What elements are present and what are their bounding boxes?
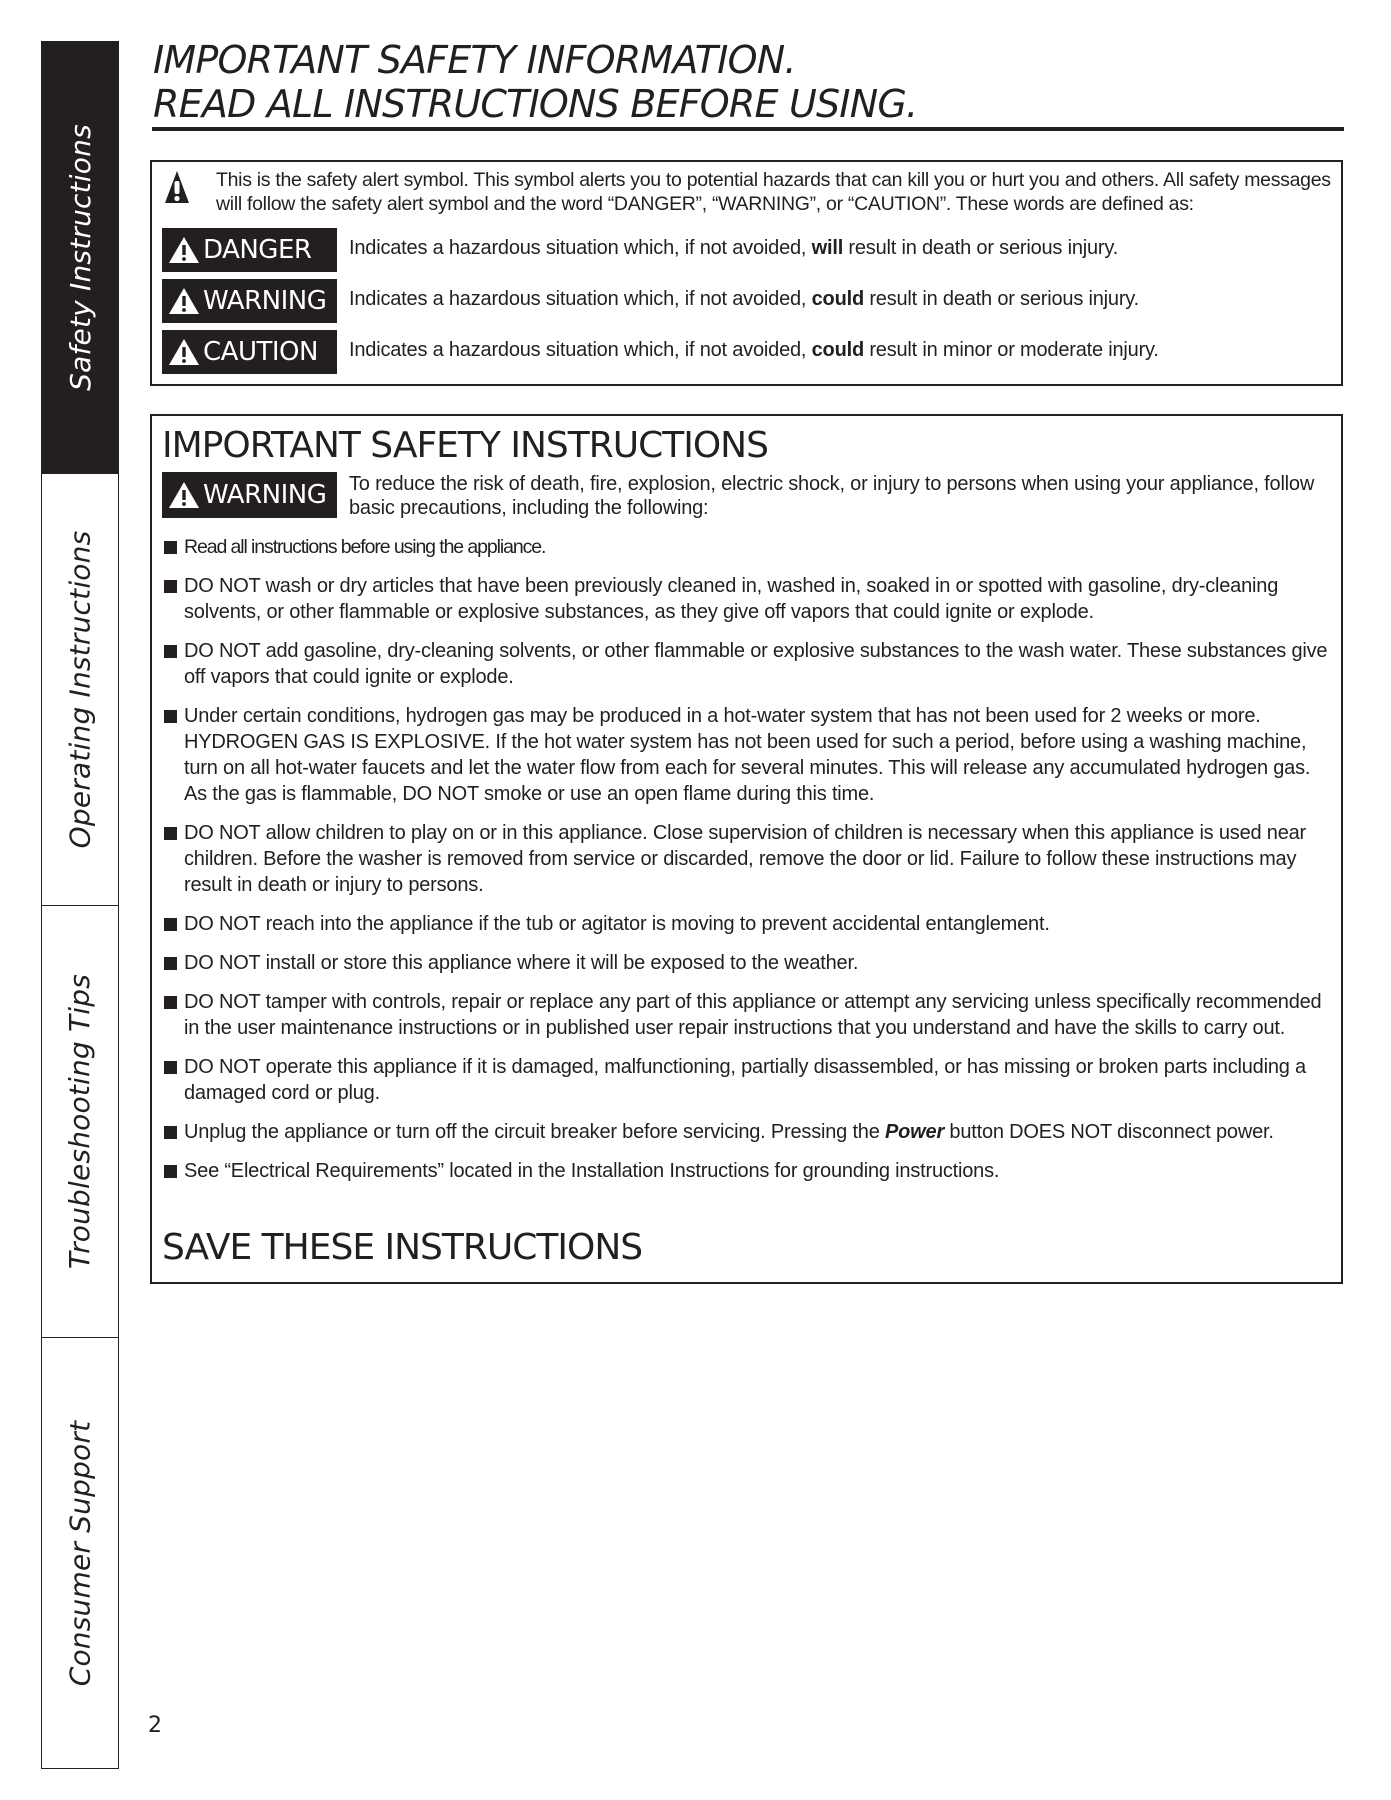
page-number: 2	[148, 1713, 162, 1738]
title-line-1: IMPORTANT SAFETY INFORMATION.	[153, 38, 796, 82]
list-item-text: See “Electrical Requirements” located in the Installation Instructions for grounding instructions.	[184, 1160, 1000, 1182]
list-item	[162, 703, 1332, 807]
list-item-text: button DOES NOT disconnect power.	[944, 1121, 1274, 1143]
bullet-square-icon	[164, 996, 177, 1009]
list-item	[162, 989, 1332, 1041]
save-instructions-heading: SAVE THESE INSTRUCTIONS	[162, 1227, 643, 1268]
danger-label	[162, 228, 337, 272]
tab-consumer-support[interactable]	[41, 1337, 119, 1769]
list-item-text: DO NOT install or store this appliance where it will be exposed to the weather.	[184, 952, 859, 974]
signal-word-definitions	[150, 160, 1343, 386]
page-title	[153, 38, 917, 126]
warning-triangle-icon	[168, 481, 200, 509]
tab-operating-instructions[interactable]	[41, 473, 119, 905]
signal-word: DANGER	[203, 235, 312, 265]
list-item-text: DO NOT operate this appliance if it is damaged, malfunctioning, partially disassembled, or has missing or broken parts including a damaged cord or plug.	[184, 1056, 1306, 1104]
list-item-text: DO NOT add gasoline, dry-cleaning solvents, or other flammable or explosive substances to the wash water. These substances give off vapors that could ignite or explode.	[184, 640, 1328, 688]
title-divider	[152, 127, 1344, 131]
desc-emphasis: could	[811, 288, 864, 310]
desc-text: Indicates a hazardous situation which, if not avoided,	[349, 339, 812, 361]
list-item-text: Under certain conditions, hydrogen gas may be produced in a hot-water system that has not been used for 2 weeks or more. HYDROGEN GAS IS EXPLOSIVE. If the hot water system has not been used for such a period, before using a washing machine, turn on all hot-water faucets and let the water flow from each for several minutes. This will release any accumulated hydrogen gas. As the gas is flammable, DO NOT smoke or use an open flame during this time.	[184, 705, 1311, 805]
bullet-square-icon	[164, 710, 177, 723]
bullet-square-icon	[164, 827, 177, 840]
warning-label	[162, 472, 337, 518]
tab-label: Operating Instructions	[63, 530, 97, 849]
important-safety-instructions	[150, 414, 1343, 1284]
bullet-square-icon	[164, 918, 177, 931]
list-item	[162, 911, 1332, 937]
desc-text: result in minor or moderate injury.	[863, 339, 1159, 361]
bullet-square-icon	[164, 580, 177, 593]
list-item	[162, 820, 1332, 898]
section-title: IMPORTANT SAFETY INSTRUCTIONS	[162, 425, 768, 466]
tab-label: Consumer Support	[63, 1420, 97, 1686]
list-item-text: DO NOT allow children to play on or in this appliance. Close supervision of children is necessary when this appliance is used near children. Before the washer is removed from service or discarded, remove the door or lid. Failure to follow these instructions may result in death or injury to persons.	[184, 822, 1306, 896]
title-line-2: READ ALL INSTRUCTIONS BEFORE USING.	[153, 82, 918, 126]
list-item-text: Read all instructions before using the appliance.	[184, 536, 546, 558]
warning-intro: To reduce the risk of death, fire, explosion, electric shock, or injury to persons when using your appliance, follow basic precautions, including the following:	[349, 473, 1315, 519]
tab-label: Troubleshooting Tips	[63, 973, 97, 1270]
warning-label	[162, 279, 337, 323]
list-item	[162, 638, 1332, 690]
safety-bullet-list	[162, 534, 1332, 1197]
warning-description	[349, 288, 1139, 311]
list-item-text: Unplug the appliance or turn off the circuit breaker before servicing. Pressing the	[184, 1121, 886, 1143]
power-button-name: Power	[885, 1121, 945, 1143]
desc-text: result in death or serious injury.	[843, 237, 1119, 259]
desc-emphasis: could	[811, 339, 864, 361]
bullet-square-icon	[164, 1165, 177, 1178]
signal-word: WARNING	[203, 480, 327, 510]
list-item-text: DO NOT tamper with controls, repair or replace any part of this appliance or attempt any servicing unless specifically recommended in the user maintenance instructions or in published user repair instructions that you understand and have the skills to carry out.	[184, 991, 1322, 1039]
desc-text: Indicates a hazardous situation which, if not avoided,	[349, 237, 812, 259]
list-item	[162, 534, 1332, 560]
bullet-square-icon	[164, 957, 177, 970]
list-item	[162, 1054, 1332, 1106]
bullet-square-icon	[164, 1126, 177, 1139]
bullet-square-icon	[164, 645, 177, 658]
caution-label	[162, 330, 337, 374]
danger-description	[349, 237, 1118, 260]
warning-triangle-icon	[168, 338, 200, 366]
desc-text: Indicates a hazardous situation which, if not avoided,	[349, 288, 812, 310]
alert-symbol-description: This is the safety alert symbol. This symbol alerts you to potential hazards that can kill you or hurt you and others. All safety messages will follow the safety alert symbol and the word “DANGER”, “WARNING”, or “CAUTION”. These words are defined as:	[216, 169, 1331, 215]
signal-word: WARNING	[203, 286, 327, 316]
list-item-text: DO NOT wash or dry articles that have been previously cleaned in, washed in, soaked in or spotted with gasoline, dry-cleaning solvents, or other flammable or explosive substances, as they give off vapors that could ignite or explode.	[184, 575, 1279, 623]
section-tabs	[41, 41, 121, 1769]
list-item	[162, 1158, 1332, 1184]
tab-troubleshooting-tips[interactable]	[41, 905, 119, 1337]
desc-text: result in death or serious injury.	[863, 288, 1139, 310]
list-item-text: DO NOT reach into the appliance if the tub or agitator is moving to prevent accidental entanglement.	[184, 913, 1050, 935]
list-item	[162, 573, 1332, 625]
safety-alert-icon	[164, 170, 190, 204]
signal-word: CAUTION	[203, 337, 318, 367]
bullet-square-icon	[164, 541, 177, 554]
warning-triangle-icon	[168, 287, 200, 315]
tab-safety-instructions[interactable]	[41, 41, 119, 473]
bullet-square-icon	[164, 1061, 177, 1074]
list-item	[162, 1119, 1332, 1145]
warning-triangle-icon	[168, 236, 200, 264]
caution-description	[349, 339, 1159, 362]
desc-emphasis: will	[811, 237, 844, 259]
list-item	[162, 950, 1332, 976]
tab-label: Safety Instructions	[63, 124, 97, 391]
